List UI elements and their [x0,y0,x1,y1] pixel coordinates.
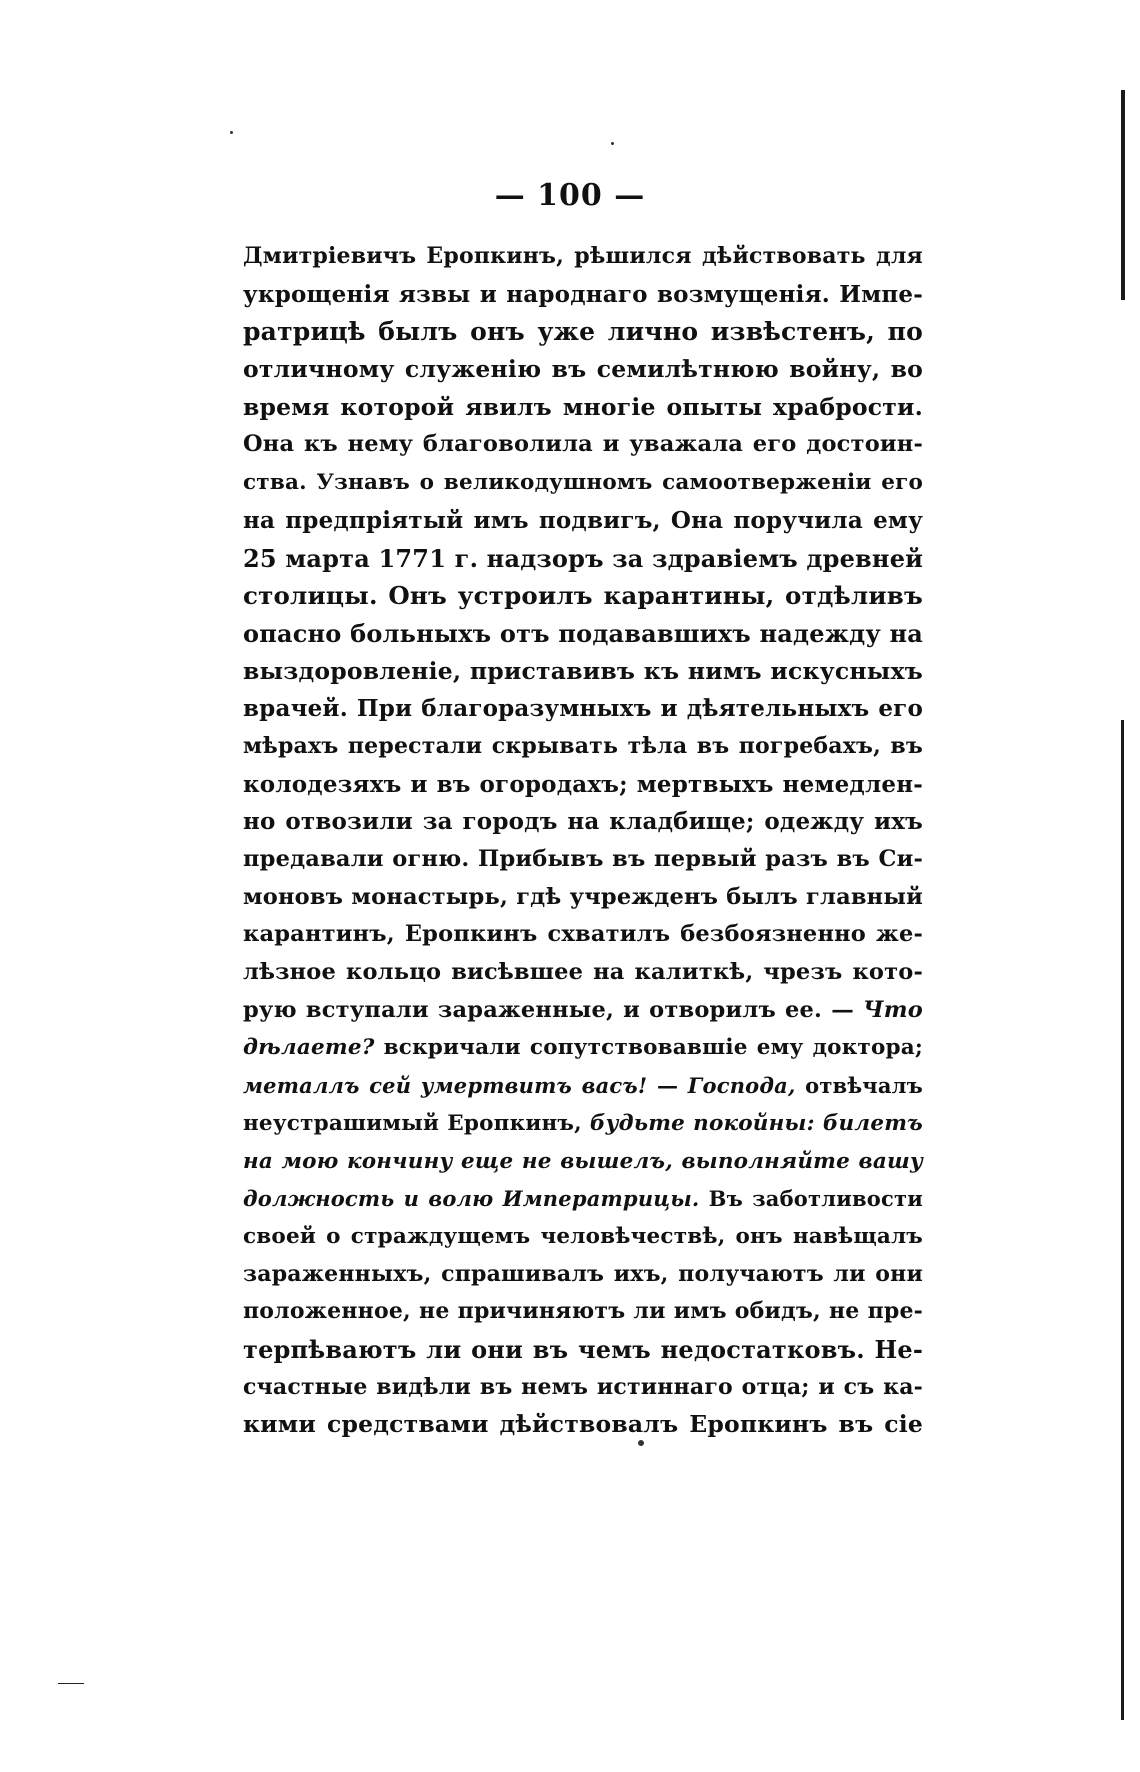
italic-text: на мою кончину еще не вышелъ, выполняйте вашу [243,1148,923,1174]
text-line [243,916,923,954]
text-segment: Въ заботливости [699,1186,923,1212]
text-line [243,1331,923,1369]
text-segment: отличному служенію въ семилѣтнюю войну, во [243,355,923,384]
text-line [243,426,923,464]
text-line [243,276,923,314]
text-segment: рую вступали зараженные, и отворилъ ее. — [243,996,864,1023]
page-number: — 100 — [494,178,646,213]
text-line [243,313,923,351]
text-line [243,389,923,427]
text-segment: зараженныхъ, спрашивалъ ихъ, получаютъ ли они [243,1260,923,1287]
text-line [243,238,923,276]
text-segment: — [647,1073,688,1099]
scan-speck [611,142,614,145]
text-line [243,803,923,841]
italic-text: Что [863,996,923,1023]
text-segment: мѣрахъ перестали скрывать тѣла въ погребахъ, въ [243,732,923,759]
text-segment: положенное, не причиняютъ ли имъ обидъ, не пре- [243,1298,923,1325]
text-segment: Она къ нему благоволила и уважала его достоин- [243,431,923,458]
text-line [243,1406,923,1444]
text-line [243,1293,923,1331]
scan-speck [638,1440,644,1446]
text-segment: терпѣваютъ ли они въ чемъ недостатковъ. Не- [243,1334,923,1364]
text-line [243,464,923,502]
text-segment: неустрашимый Еропкинъ, [243,1110,590,1136]
text-line [243,1029,923,1067]
text-line [243,1105,923,1143]
text-segment: счастные видѣли въ немъ истиннаго отца; и съ ка- [243,1373,923,1400]
text-line [243,1218,923,1256]
text-line [243,502,923,540]
text-line [243,351,923,389]
text-line [243,1143,923,1181]
italic-text: дѣлаете? [243,1035,375,1061]
text-line [243,992,923,1030]
text-segment: карантинъ, Еропкинъ схватилъ безбоязненно же- [243,921,923,948]
italic-text: будьте покойны: билетъ [589,1110,923,1136]
text-segment: Дмитріевичъ Еропкинъ, рѣшился дѣйствовать для [243,243,923,269]
text-segment: кими средствами дѣйствовалъ Еропкинъ въ сіе [243,1410,923,1439]
text-line [243,766,923,804]
text-line [243,690,923,728]
text-segment: своей о страждущемъ человѣчествѣ, онъ навѣщалъ [243,1223,923,1249]
text-segment: вскричали сопутствовавшіе ему доктора; [374,1035,923,1061]
text-line [243,540,923,578]
text-line [243,1369,923,1407]
text-line [243,1180,923,1218]
text-line [243,577,923,615]
text-line [243,879,923,917]
text-line [243,728,923,766]
body-text [243,238,923,1444]
text-segment: укрощенія язвы и народнаго возмущенія. Импе- [243,280,923,308]
text-line [243,841,923,879]
scan-edge-line [1121,90,1125,300]
text-segment: моновъ монастырь, гдѣ учрежденъ былъ главный [243,883,923,910]
scan-edge-line [1121,720,1124,1720]
text-segment: 25 марта 1771 г. надзоръ за здравіемъ древней [243,543,924,573]
text-segment: но отвозили за городъ на кладбище; одежду ихъ [243,808,923,836]
text-segment: столицы. Онъ устроилъ карантины, отдѣливъ [243,581,923,611]
scan-mark [58,1683,84,1684]
text-segment: на предпріятый имъ подвигъ, Она поручила ему [243,506,923,534]
text-segment: выздоровленіе, приставивъ къ нимъ искусныхъ [243,656,923,685]
italic-text: металлъ сей умертвитъ васъ! [243,1073,648,1099]
text-segment: время которой явилъ многіе опыты храбрости. [243,392,923,421]
text-line [243,653,923,691]
text-segment: врачей. При благоразумныхъ и дѣятельныхъ его [243,695,923,723]
italic-text: Господа, [687,1073,796,1099]
text-line [243,1256,923,1294]
text-segment: опасно больныхъ отъ подававшихъ надежду на [243,618,923,648]
italic-text: должность и волю Императрицы. [243,1186,700,1212]
text-line [243,1067,923,1105]
text-segment: колодезяхъ и въ огородахъ; мертвыхъ немедлен- [243,770,923,798]
scan-speck [230,131,233,134]
text-segment: ства. Узнавъ о великодушномъ самоотверженіи его [243,470,923,496]
text-segment: ратрицѣ былъ онъ уже лично извѣстенъ, по [243,317,923,347]
text-segment: отвѣчалъ [795,1073,923,1099]
text-segment: лѣзное кольцо висѣвшее на калиткѣ, чрезъ кото- [243,959,923,986]
text-segment: предавали огню. Прибывъ въ первый разъ въ Си- [243,846,923,872]
text-line [243,954,923,992]
text-line [243,615,923,653]
